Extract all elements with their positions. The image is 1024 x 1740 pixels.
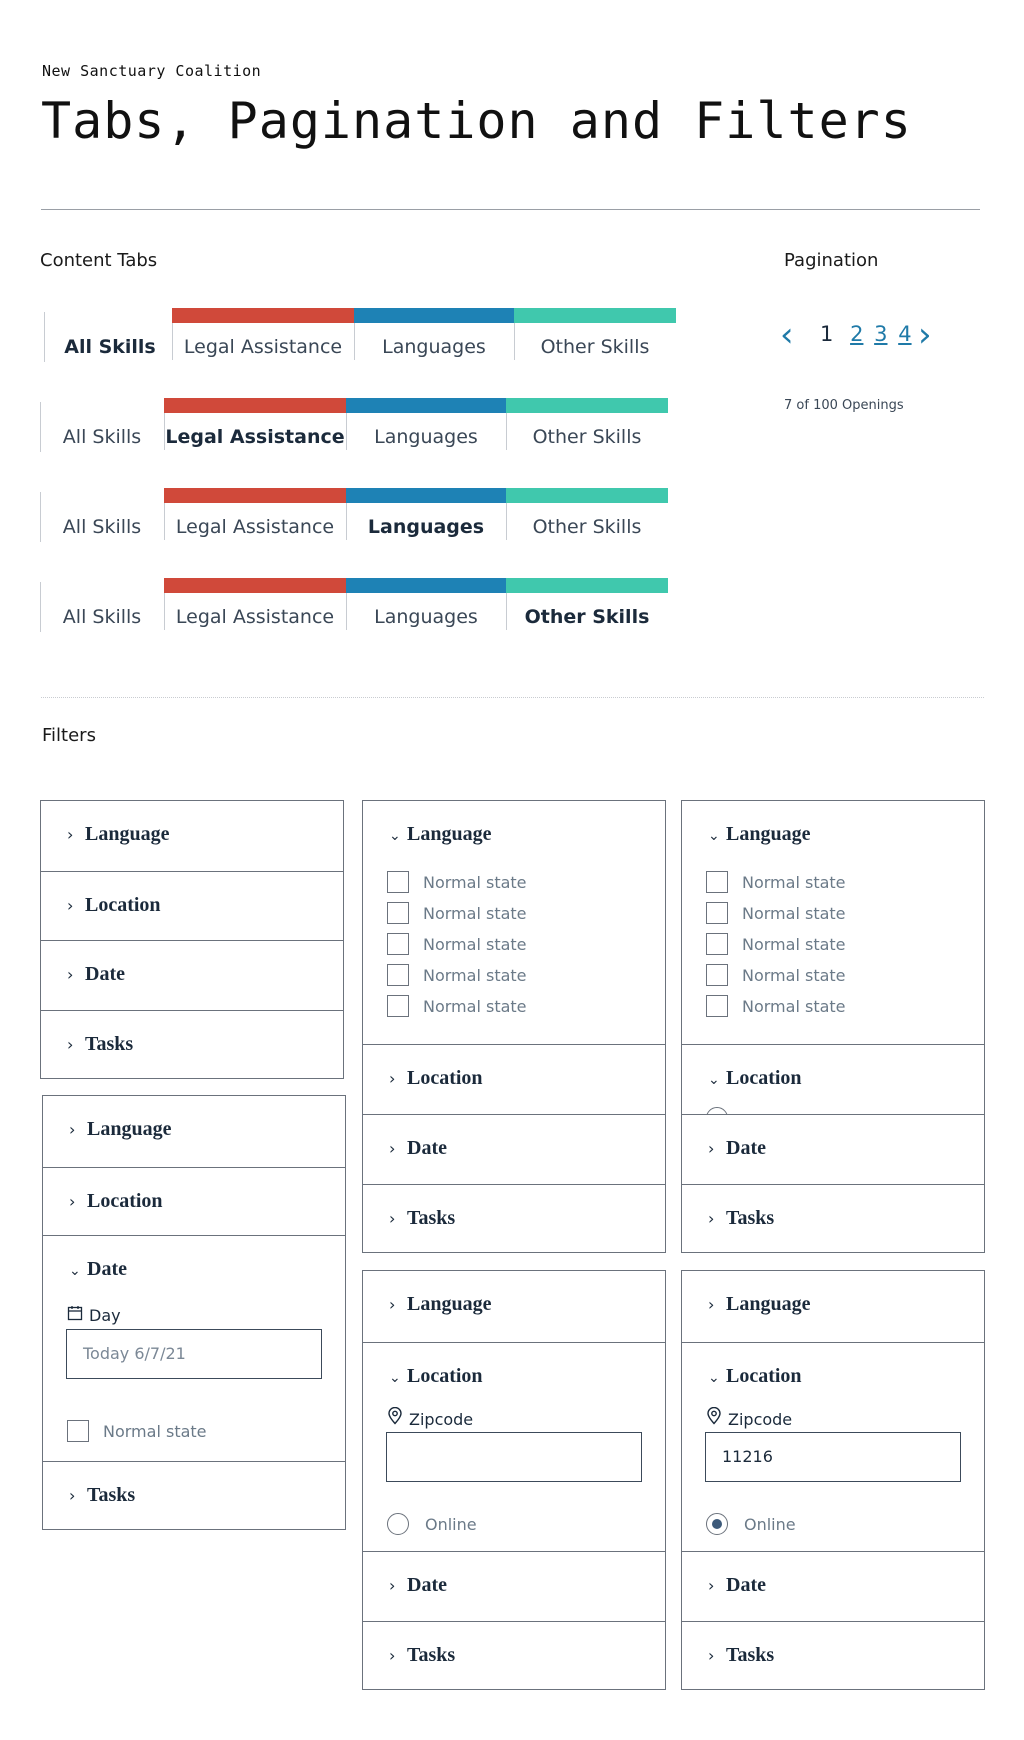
- filter-tasks[interactable]: [363, 1621, 665, 1691]
- zipcode-input[interactable]: 11216: [705, 1432, 961, 1482]
- chevron-down-icon: ⌄: [708, 1072, 720, 1088]
- checkbox-label: Normal state: [742, 997, 846, 1016]
- checkbox[interactable]: [706, 933, 728, 955]
- header-divider: [41, 209, 980, 210]
- checkbox-label: Normal state: [423, 873, 527, 892]
- filter-location-label: Location: [85, 894, 161, 916]
- filter-language[interactable]: [43, 1096, 345, 1167]
- day-label: Day: [89, 1306, 121, 1325]
- chevron-down-icon: ⌄: [69, 1263, 81, 1279]
- tab-color-bar: [506, 488, 668, 503]
- tab-color-bar: [506, 578, 668, 593]
- chevron-down-icon: ⌄: [389, 1370, 401, 1386]
- filter-language-label: Language: [726, 823, 811, 845]
- filter-language-label: Language: [87, 1118, 172, 1140]
- tab-color-bar: [354, 308, 514, 323]
- filter-date[interactable]: [41, 940, 343, 1010]
- tab-label: Languages: [374, 606, 478, 628]
- chevron-right-icon: ›: [67, 1035, 74, 1054]
- chevron-right-icon: ›: [708, 1209, 715, 1228]
- tab-label: Languages: [367, 516, 485, 538]
- tab-label: Other Skills: [524, 606, 650, 628]
- online-radio-partial: [706, 1107, 728, 1114]
- checkbox-label: Normal state: [742, 904, 846, 923]
- chevron-right-icon: ›: [69, 1486, 76, 1505]
- filter-location-expanded: [682, 1342, 984, 1551]
- tab-label: All Skills: [62, 426, 142, 448]
- checkbox[interactable]: [387, 933, 409, 955]
- filter-location-expanding[interactable]: [682, 1044, 984, 1114]
- filter-date-label: Date: [726, 1574, 766, 1596]
- filter-location-label: Location: [726, 1365, 802, 1387]
- zipcode-label: Zipcode: [728, 1410, 793, 1429]
- filter-tasks[interactable]: [363, 1184, 665, 1254]
- tab-all-skills[interactable]: [40, 488, 164, 542]
- chevron-down-icon: ⌄: [708, 828, 720, 844]
- filter-language-label: Language: [726, 1293, 811, 1315]
- filter-location[interactable]: [363, 1044, 665, 1114]
- filter-panel-language-open: [362, 800, 666, 1253]
- filter-date-label: Date: [407, 1137, 447, 1159]
- filter-date[interactable]: [682, 1551, 984, 1621]
- tab-other-skills[interactable]: [506, 488, 668, 542]
- tab-row-edge: [44, 312, 45, 362]
- chevron-right-icon: ›: [389, 1295, 396, 1314]
- tab-row: [44, 308, 684, 362]
- tab-color-bar: [514, 308, 676, 323]
- page-link-3[interactable]: 3: [874, 322, 888, 346]
- content-tabs-title: Content Tabs: [40, 250, 158, 271]
- tab-languages[interactable]: [354, 308, 514, 362]
- filter-location-label: Location: [726, 1067, 802, 1089]
- filter-language-expanded: [363, 801, 665, 1044]
- tab-label: All Skills: [64, 336, 156, 358]
- tab-row: [40, 488, 680, 542]
- tab-label: Legal Assistance: [175, 606, 335, 628]
- chevron-right-icon: ›: [67, 965, 74, 984]
- tab-legal-assistance[interactable]: [164, 398, 346, 452]
- map-pin-icon: [706, 1407, 728, 1429]
- filter-language-label: Language: [85, 823, 170, 845]
- filter-panel-location-open-filled: [681, 1270, 985, 1690]
- checkbox-label: Normal state: [423, 997, 527, 1016]
- page-link-2[interactable]: 2: [850, 322, 864, 346]
- checkbox[interactable]: [387, 871, 409, 893]
- checkbox-label: Normal state: [742, 873, 846, 892]
- checkbox-label: Normal state: [742, 935, 846, 954]
- tab-label: Legal Assistance: [165, 426, 345, 448]
- online-label: Online: [425, 1515, 477, 1534]
- page-title: Tabs, Pagination and Filters: [41, 92, 912, 150]
- checkbox[interactable]: [706, 902, 728, 924]
- pagination-title: Pagination: [784, 250, 879, 271]
- filter-date[interactable]: [363, 1551, 665, 1621]
- org-name: New Sanctuary Coalition: [42, 62, 262, 80]
- filter-location-header[interactable]: [389, 1365, 483, 1388]
- tab-other-skills[interactable]: [506, 398, 668, 452]
- checkbox[interactable]: [387, 902, 409, 924]
- tab-label: All Skills: [62, 516, 142, 538]
- tab-color-bar: [346, 398, 506, 413]
- online-radio[interactable]: [387, 1513, 409, 1535]
- checkbox[interactable]: [387, 964, 409, 986]
- filter-language-label: Language: [407, 823, 492, 845]
- filter-language[interactable]: [41, 801, 343, 871]
- tab-color-bar: [164, 488, 346, 503]
- tab-color-bar: [506, 398, 668, 413]
- tab-label: Other Skills: [532, 516, 642, 538]
- filter-tasks-label: Tasks: [407, 1644, 456, 1666]
- tab-languages[interactable]: [346, 488, 506, 542]
- filter-location-label: Location: [407, 1067, 483, 1089]
- chevron-right-icon: ›: [708, 1295, 715, 1314]
- chevron-right-icon: ›: [69, 1120, 76, 1139]
- section-divider: [41, 697, 984, 698]
- filter-tasks-label: Tasks: [85, 1033, 134, 1055]
- filter-language-expanded: [682, 801, 984, 1044]
- filter-tasks-label: Tasks: [87, 1484, 136, 1506]
- filter-tasks-label: Tasks: [726, 1644, 775, 1666]
- checkbox-label: Normal state: [423, 935, 527, 954]
- filter-date-label: Date: [726, 1137, 766, 1159]
- filter-language-header[interactable]: [708, 823, 810, 846]
- online-radio-selected[interactable]: [706, 1513, 728, 1535]
- tab-color-bar: [346, 578, 506, 593]
- chevron-right-icon: ›: [389, 1646, 396, 1665]
- filter-date-label: Date: [407, 1574, 447, 1596]
- chevron-right-icon: ›: [389, 1069, 396, 1088]
- filter-tasks-label: Tasks: [407, 1207, 456, 1229]
- tab-color-bar: [172, 308, 354, 323]
- chevron-left-icon[interactable]: ‹: [780, 315, 794, 355]
- filter-date-label: Date: [85, 963, 125, 985]
- filter-location[interactable]: [41, 871, 343, 940]
- filter-panel-collapsed: [40, 800, 344, 1079]
- zipcode-input[interactable]: [386, 1432, 642, 1482]
- tab-legal-assistance[interactable]: [164, 488, 346, 542]
- filter-date-expanded: [43, 1235, 345, 1461]
- chevron-right-icon: ›: [389, 1209, 396, 1228]
- checkbox[interactable]: [706, 871, 728, 893]
- online-label: Online: [744, 1515, 796, 1534]
- filter-panel-language-location-open: [681, 800, 985, 1253]
- filter-language[interactable]: [363, 1271, 665, 1342]
- chevron-right-icon[interactable]: ›: [918, 315, 932, 355]
- checkbox-label: Normal state: [423, 966, 527, 985]
- filter-location-header[interactable]: [708, 1365, 802, 1388]
- tab-row: [40, 578, 680, 632]
- checkbox[interactable]: [706, 964, 728, 986]
- tab-other-skills[interactable]: [506, 578, 668, 632]
- tab-languages[interactable]: [346, 398, 506, 452]
- checkbox-label: Normal state: [742, 966, 846, 985]
- tab-label: Languages: [374, 426, 478, 448]
- tab-row: [40, 398, 680, 452]
- tab-legal-assistance[interactable]: [172, 308, 354, 362]
- tab-label: Languages: [382, 336, 486, 358]
- day-input[interactable]: Today 6/7/21: [66, 1329, 322, 1379]
- chevron-right-icon: ›: [708, 1576, 715, 1595]
- tab-all-skills[interactable]: [40, 578, 164, 632]
- filter-tasks-label: Tasks: [726, 1207, 775, 1229]
- map-pin-icon: [387, 1407, 409, 1429]
- chevron-down-icon: ⌄: [389, 828, 401, 844]
- filter-tasks[interactable]: [43, 1461, 345, 1531]
- chevron-right-icon: ›: [69, 1192, 76, 1211]
- calendar-icon: [67, 1305, 89, 1325]
- filter-language-label: Language: [407, 1293, 492, 1315]
- filter-tasks[interactable]: [41, 1010, 343, 1080]
- filter-language-header[interactable]: [389, 823, 491, 846]
- filter-location-label: Location: [407, 1365, 483, 1387]
- tab-all-skills[interactable]: [40, 398, 164, 452]
- chevron-right-icon: ›: [67, 825, 74, 844]
- chevron-right-icon: ›: [708, 1646, 715, 1665]
- tab-color-bar: [164, 578, 346, 593]
- filter-date[interactable]: [363, 1114, 665, 1184]
- chevron-right-icon: ›: [708, 1139, 715, 1158]
- page-numbers: [820, 322, 916, 346]
- chevron-down-icon: ⌄: [708, 1370, 720, 1386]
- tab-label: All Skills: [62, 606, 142, 628]
- tab-all-skills[interactable]: [48, 308, 172, 362]
- checkbox[interactable]: [387, 995, 409, 1017]
- chevron-right-icon: ›: [389, 1139, 396, 1158]
- filter-tasks[interactable]: [682, 1621, 984, 1691]
- tab-color-bar: [346, 488, 506, 503]
- filter-location-expanded: [363, 1342, 665, 1551]
- filter-date[interactable]: [682, 1114, 984, 1184]
- tab-label: Legal Assistance: [175, 516, 335, 538]
- zipcode-label: Zipcode: [409, 1410, 474, 1429]
- filter-tasks[interactable]: [682, 1184, 984, 1254]
- checkbox-label: Normal state: [103, 1422, 207, 1441]
- page-current: 1: [820, 322, 834, 346]
- filter-date-label: Date: [87, 1258, 127, 1280]
- filter-panel-location-open-empty: [362, 1270, 666, 1690]
- tab-label: Other Skills: [532, 426, 642, 448]
- tab-label: Other Skills: [540, 336, 650, 358]
- page-link-4[interactable]: 4: [898, 322, 912, 346]
- filter-panel-date-open: [42, 1095, 346, 1530]
- checkbox[interactable]: [67, 1420, 89, 1442]
- tab-other-skills[interactable]: [514, 308, 676, 362]
- filter-date-header[interactable]: [69, 1258, 127, 1281]
- tab-label: Legal Assistance: [183, 336, 343, 358]
- filter-location[interactable]: [43, 1167, 345, 1235]
- tab-legal-assistance[interactable]: [164, 578, 346, 632]
- checkbox-label: Normal state: [423, 904, 527, 923]
- filter-language[interactable]: [682, 1271, 984, 1342]
- tab-languages[interactable]: [346, 578, 506, 632]
- openings-count: 7 of 100 Openings: [784, 398, 904, 413]
- chevron-right-icon: ›: [67, 896, 74, 915]
- chevron-right-icon: ›: [389, 1576, 396, 1595]
- checkbox[interactable]: [706, 995, 728, 1017]
- tab-color-bar: [164, 398, 346, 413]
- filter-location-label: Location: [87, 1190, 163, 1212]
- filters-title: Filters: [42, 725, 96, 746]
